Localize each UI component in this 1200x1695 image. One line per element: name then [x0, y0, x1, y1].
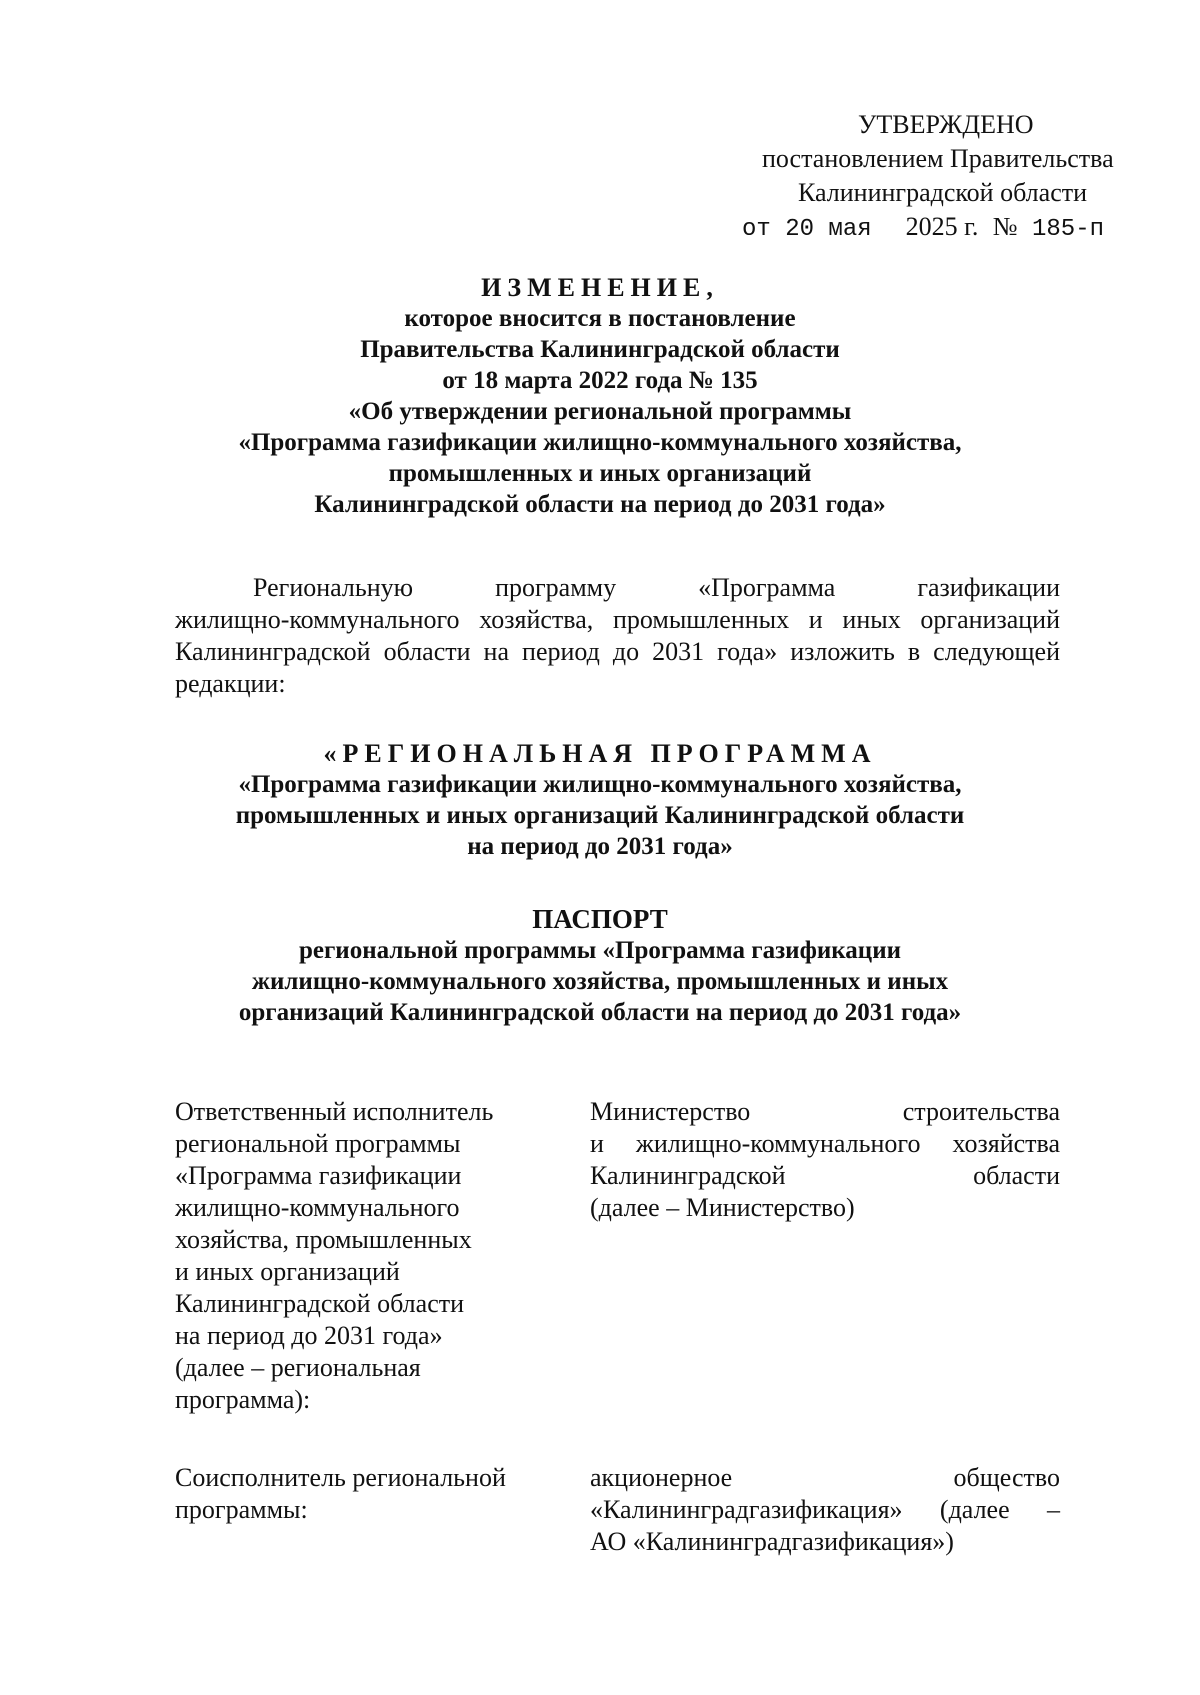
- approval-heading: УТВЕРЖДЕНО: [858, 110, 1034, 139]
- label-line: (далее – региональная: [175, 1353, 421, 1382]
- program-title-line: промышленных и иных организаций Калининградской области: [235, 802, 965, 829]
- program-title: [140, 738, 1060, 862]
- passport-title-line: жилищно-коммунального хозяйства, промышленных и иных: [251, 968, 949, 995]
- approval-stamp: [690, 108, 1114, 247]
- value-line: Министерство строительства: [590, 1097, 1060, 1126]
- date-day-month: 20 мая: [785, 216, 872, 243]
- date-year: 2025 г.: [905, 212, 979, 241]
- value-line: Калининградской области: [590, 1161, 1060, 1190]
- passport-title-line: организаций Калининградской области на период до 2031 года»: [238, 999, 962, 1026]
- program-heading: «РЕГИОНАЛЬНАЯ ПРОГРАММА: [323, 739, 877, 768]
- passport-row-label: [175, 1462, 535, 1526]
- date-prefix: от: [742, 216, 771, 243]
- label-line: «Программа газификации: [175, 1161, 462, 1190]
- passport-title: [140, 904, 1060, 1028]
- label-line: жилищно-коммунального: [175, 1193, 460, 1222]
- value-line: акционерное общество: [590, 1463, 1060, 1492]
- passport-heading: ПАСПОРТ: [532, 904, 668, 934]
- approval-authority: постановлением Правительства: [762, 144, 1114, 173]
- document-number: 185-п: [1032, 216, 1105, 243]
- label-line: Калининградской области: [175, 1289, 465, 1318]
- intro-paragraph: [175, 572, 1060, 700]
- paragraph-line: Калининградской области на период до 2031 года» изложить в следующей: [175, 637, 1060, 666]
- passport-row-label: [175, 1096, 535, 1416]
- label-line: Ответственный исполнитель: [175, 1097, 494, 1126]
- change-title-line: от 18 марта 2022 года № 135: [442, 367, 758, 394]
- change-title-line: Калининградской области на период до 2031 года»: [314, 491, 886, 518]
- approval-date-number: [690, 210, 1105, 247]
- change-title-line: промышленных и иных организаций: [388, 460, 812, 487]
- change-title: [140, 272, 1060, 520]
- value-line: и жилищно-коммунального хозяйства: [590, 1129, 1060, 1158]
- passport-title-line: региональной программы «Программа газификации: [298, 937, 902, 964]
- paragraph-line: редакции:: [175, 669, 286, 698]
- value-line: «Калининградгазификация» (далее –: [590, 1495, 1060, 1524]
- change-title-line: которое вносится в постановление: [404, 305, 796, 332]
- passport-row-value: [590, 1462, 1060, 1558]
- number-prefix: №: [992, 212, 1018, 241]
- label-line: на период до 2031 года»: [175, 1321, 443, 1350]
- program-title-line: на период до 2031 года»: [467, 833, 733, 860]
- program-title-line: «Программа газификации жилищно-коммунального хозяйства,: [238, 771, 962, 798]
- label-line: региональной программы: [175, 1129, 461, 1158]
- paragraph-line: Региональную программу «Программа газификации: [253, 573, 1060, 602]
- label-line: программы:: [175, 1495, 308, 1524]
- approval-region: Калининградской области: [798, 178, 1088, 207]
- paragraph-line: жилищно-коммунального хозяйства, промышленных и иных организаций: [175, 605, 1060, 634]
- change-title-line: «Об утверждении региональной программы: [348, 398, 852, 425]
- passport-row-value: [590, 1096, 1060, 1224]
- label-line: Соисполнитель региональной: [175, 1463, 506, 1492]
- value-line: (далее – Министерство): [590, 1193, 855, 1222]
- change-title-line: Правительства Калининградской области: [360, 336, 840, 363]
- change-heading: ИЗМЕНЕНИЕ,: [481, 273, 719, 302]
- label-line: программа):: [175, 1385, 311, 1414]
- value-line: АО «Калининградгазификация»): [590, 1527, 954, 1556]
- label-line: и иных организаций: [175, 1257, 400, 1286]
- label-line: хозяйства, промышленных: [175, 1225, 472, 1254]
- change-title-line: «Программа газификации жилищно-коммунального хозяйства,: [238, 429, 962, 456]
